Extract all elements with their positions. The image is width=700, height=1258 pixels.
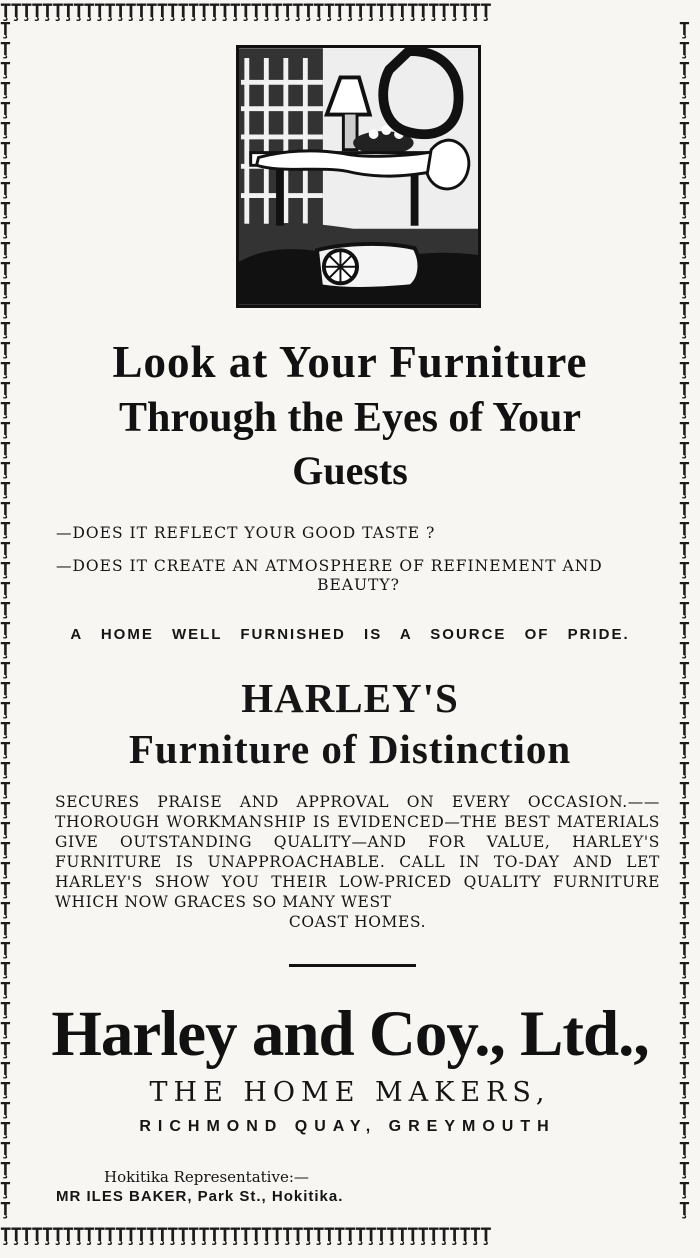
decorative-border-top: ŢŢŢŢŢŢŢŢŢŢŢŢŢŢŢŢŢŢŢŢŢŢŢŢŢŢŢŢŢŢŢŢŢŢŢŢŢŢŢŢŢŢŢŢŢŢŢ <box>0 0 491 22</box>
representative-label: Hokitika Representative:— <box>104 1168 309 1186</box>
advertisement-body-copy <box>55 792 660 932</box>
body-copy-text: SECURES PRAISE AND APPROVAL ON EVERY OCCASION.—— THOROUGH WORKMANSHIP IS EVIDENCED—THE BEST MATERIALS GIVE OUTSTANDING QUALITY—AND FOR VALUE, HARLEY'S FURNITURE IS UNAPPROACHABLE. CALL IN TO-DAY AND LET HARLEY'S SHOW YOU THEIR LOW-PRICED QUALITY FURNITURE WHICH NOW GRACES SO MANY WEST <box>55 793 660 911</box>
brand-subtitle: Furniture of Distinction <box>128 726 572 772</box>
decorative-border-left: ŢŢŢŢŢŢŢŢŢŢŢŢŢŢŢŢŢŢŢŢŢŢŢŢŢŢŢŢŢŢŢŢŢŢŢŢŢŢŢŢŢŢŢŢŢŢŢŢŢŢŢŢŢŢŢŢŢŢŢŢ <box>0 20 11 1220</box>
body-copy-last-line: COAST HOMES. <box>288 913 427 931</box>
company-name: Harley and Coy., Ltd., <box>51 998 649 1070</box>
question-atmosphere-main: —DOES IT CREATE AN ATMOSPHERE OF REFINEMENT AND <box>56 557 603 575</box>
company-tagline: THE HOME MAKERS, <box>149 1077 551 1108</box>
question-atmosphere <box>56 557 661 595</box>
decorative-border-right: ŢŢŢŢŢŢŢŢŢŢŢŢŢŢŢŢŢŢŢŢŢŢŢŢŢŢŢŢŢŢŢŢŢŢŢŢŢŢŢŢŢŢŢŢŢŢŢŢŢŢŢŢŢŢŢŢŢŢŢŢ <box>679 20 690 1220</box>
headline-line-2: Through the Eyes of Your <box>118 395 582 441</box>
decorative-border-bottom: ŢŢŢŢŢŢŢŢŢŢŢŢŢŢŢŢŢŢŢŢŢŢŢŢŢŢŢŢŢŢŢŢŢŢŢŢŢŢŢŢŢŢŢŢŢŢŢ <box>0 1224 491 1246</box>
company-address: RICHMOND QUAY, GREYMOUTH <box>139 1118 556 1135</box>
furniture-illustration <box>236 45 481 308</box>
question-good-taste: —DOES IT REFLECT YOUR GOOD TASTE ? <box>56 524 436 542</box>
headline-line-3: Guests <box>292 448 408 493</box>
question-atmosphere-end: BEAUTY? <box>317 576 400 594</box>
section-divider <box>289 964 416 967</box>
pride-tagline: A HOME WELL FURNISHED IS A SOURCE OF PRIDE. <box>70 626 630 643</box>
headline-line-1: Look at Your Furniture <box>112 337 588 387</box>
brand-name: HARLEY'S <box>241 675 459 721</box>
representative-name: MR ILES BAKER, Park St., Hokitika. <box>56 1188 344 1205</box>
